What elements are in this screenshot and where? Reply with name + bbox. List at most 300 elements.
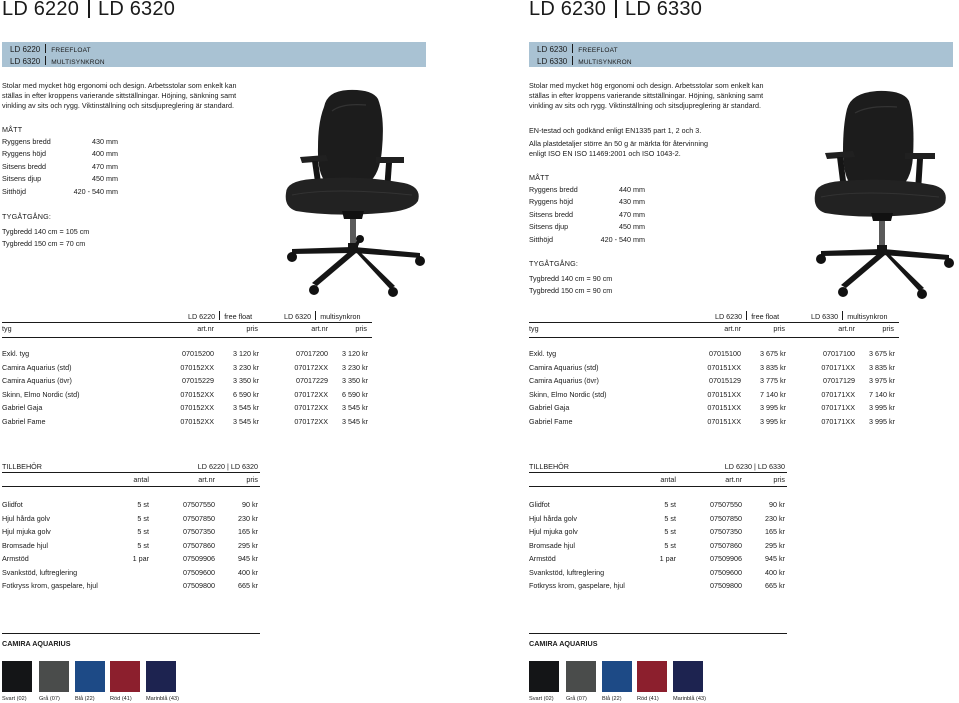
model-code: LD 6230 (537, 45, 568, 54)
accessory-name: Glidfot (2, 500, 23, 509)
cell-pris: 3 545 kr (233, 403, 259, 412)
fabric-swatches (529, 633, 787, 703)
cell-pris: 3 835 kr (760, 362, 786, 372)
cert-line: Alla plastdetaljer större än 50 g är märkta för återvinning (529, 139, 708, 148)
spec-row (2, 174, 118, 186)
group-kind: multisynkron (847, 312, 888, 321)
accessory-price: 165 kr (765, 527, 785, 536)
group-model: LD 6330 (811, 312, 839, 321)
model-variant-bar (2, 42, 426, 67)
model-variant-line (10, 56, 426, 68)
spec-label: Sitsens djup (529, 222, 569, 232)
accessory-row (2, 568, 260, 582)
group-kind: free float (224, 312, 253, 321)
header-rule (529, 472, 787, 473)
swatch-marinbla[interactable] (673, 661, 703, 692)
spec-value: 470 mm (92, 161, 118, 171)
col-header-pris: pris (246, 475, 258, 484)
spec-label: Ryggens höjd (2, 149, 46, 159)
accessory-name: Hjul hårda golv (2, 513, 50, 523)
cell-tyg: Camira Aquarius (övr) (2, 376, 72, 385)
cell-artnr: 070152XX (180, 403, 214, 412)
accessory-name: Svankstöd, luftreglering (2, 567, 78, 577)
accessory-name: Armstöd (2, 554, 29, 563)
price-group-2 (284, 311, 361, 321)
cell-artnr: 07017129 (823, 376, 855, 385)
accessory-artnr: 07509800 (710, 581, 742, 590)
model-code: LD 6320 (10, 57, 41, 66)
fabric-swatches (2, 633, 260, 703)
cell-tyg: Camira Aquarius (std) (2, 362, 72, 372)
table-row (529, 376, 899, 390)
header-rule (529, 633, 787, 634)
accessories-table (529, 460, 787, 590)
model-variant-line (537, 56, 953, 68)
fabric-usage-heading: TYGÅTGÅNG: (2, 212, 52, 221)
accessory-price: 230 kr (238, 513, 258, 523)
spec-value: 400 mm (92, 149, 118, 159)
accessory-row (529, 554, 787, 568)
group-kind: multisynkron (320, 312, 361, 321)
accessory-artnr: 07507350 (710, 527, 742, 536)
fabric-usage-list (2, 227, 89, 252)
cell-artnr: 07015100 (709, 349, 741, 358)
spec-label: Ryggens bredd (529, 185, 578, 194)
spec-value: 440 mm (619, 185, 645, 194)
divider (315, 311, 316, 320)
spec-label: Sitthöjd (2, 186, 26, 196)
accessories-title: TILLBEHÖR (529, 462, 569, 471)
spec-row (2, 137, 118, 149)
cell-pris: 3 230 kr (342, 362, 368, 372)
spec-value: 450 mm (619, 222, 645, 232)
accessory-price: 230 kr (765, 513, 785, 523)
accessory-artnr: 07507550 (710, 500, 742, 509)
accessory-name: Hjul mjuka golv (529, 527, 578, 536)
accessory-artnr: 07507350 (183, 527, 215, 536)
certification-text (529, 126, 708, 159)
dimensions-heading: MÅTT (529, 173, 550, 182)
left-product-page (2, 0, 432, 703)
accessory-name: Bromsade hjul (529, 540, 575, 550)
spec-label: Sitsens djup (2, 174, 42, 184)
description-line: ställas in efter kroppens varierande sittställningar. Höjning, sänkning samt (2, 91, 237, 100)
cell-pris: 3 120 kr (342, 349, 368, 358)
cell-pris: 3 835 kr (869, 362, 895, 372)
divider (45, 56, 46, 65)
table-row (529, 363, 899, 377)
fabric-usage-item: Tygbredd 150 cm = 90 cm (529, 286, 613, 296)
fabric-usage-heading: TYGÅTGÅNG: (529, 259, 579, 268)
accessory-artnr: 07507850 (710, 513, 742, 523)
description-line: vinkling av sits och rygg. Viktinställning och sitsdjupreglering är standard. (2, 101, 234, 110)
col-header-artnr: art.nr (311, 324, 328, 333)
accessory-name: Svankstöd, luftreglering (529, 567, 605, 577)
swatch-rod[interactable] (637, 661, 667, 692)
divider (572, 56, 573, 65)
col-header-antal: antal (133, 475, 149, 484)
price-table (529, 311, 899, 431)
cell-artnr: 070171XX (821, 362, 855, 372)
swatch-label: Röd (41) (110, 696, 132, 702)
accessory-qty: 1 par (132, 554, 149, 563)
accessory-artnr: 07507860 (183, 540, 215, 550)
accessory-price: 665 kr (765, 581, 785, 590)
cell-artnr: 07017200 (296, 349, 328, 358)
cell-artnr: 070172XX (294, 362, 328, 372)
dimensions-list (529, 185, 645, 247)
accessory-price: 400 kr (238, 567, 258, 577)
accessories-table (2, 460, 260, 590)
cell-artnr: 070171XX (821, 403, 855, 412)
cell-artnr: 070151XX (707, 403, 741, 412)
divider (572, 44, 573, 53)
cell-artnr: 070151XX (707, 362, 741, 372)
page-title (529, 0, 702, 21)
cell-pris: 3 545 kr (342, 416, 368, 426)
accessory-price: 165 kr (238, 527, 258, 536)
table-row (529, 403, 899, 417)
cell-artnr: 070171XX (821, 389, 855, 399)
swatch-label: Marinblå (43) (673, 696, 706, 702)
table-row (2, 376, 372, 390)
accessory-qty: 5 st (137, 540, 149, 550)
accessory-name: Armstöd (529, 554, 556, 563)
spec-row (529, 197, 645, 209)
swatches-title: CAMIRA AQUARIUS (529, 639, 598, 648)
description-line: ställas in efter kroppens varierande sittställningar. Höjning, sänkning samt (529, 91, 764, 100)
swatch-label: Svart (02) (2, 696, 27, 702)
cell-tyg: Gabriel Gaja (2, 403, 43, 412)
spec-value: 430 mm (619, 197, 645, 207)
page-title (2, 0, 175, 21)
accessories-models: LD 6230 | LD 6330 (724, 462, 785, 471)
product-description (2, 81, 237, 111)
divider (842, 311, 843, 320)
office-chair-image (799, 87, 959, 302)
spec-value: 450 mm (92, 174, 118, 184)
col-header-antal: antal (660, 475, 676, 484)
swatch-label: Röd (41) (637, 696, 659, 702)
col-header-pris: pris (246, 324, 258, 333)
fabric-usage-list (529, 274, 612, 299)
title-model-b: LD 6320 (98, 0, 176, 20)
table-row (529, 349, 899, 363)
cell-pris: 3 350 kr (233, 376, 259, 385)
header-rule (2, 337, 372, 338)
accessory-price: 90 kr (769, 500, 785, 509)
cell-pris: 3 350 kr (342, 376, 368, 385)
spec-row (529, 222, 645, 234)
accessory-qty: 5 st (137, 500, 149, 509)
price-table (2, 311, 372, 431)
cell-tyg: Skinn, Elmo Nordic (std) (2, 389, 80, 399)
table-row (2, 390, 372, 404)
cell-artnr: 07015129 (709, 376, 741, 385)
col-header-artnr: art.nr (725, 475, 742, 484)
model-kind: FREEFLOAT (578, 47, 618, 54)
cell-artnr: 07015229 (182, 376, 214, 385)
spec-value: 430 mm (92, 137, 118, 146)
group-kind: free float (751, 312, 780, 321)
accessory-artnr: 07509800 (183, 581, 215, 590)
spec-row (529, 235, 645, 247)
group-model: LD 6320 (284, 312, 312, 321)
swatch-label: Blå (22) (75, 696, 95, 702)
swatch-marinbla[interactable] (146, 661, 176, 692)
accessory-row (529, 527, 787, 541)
title-separator (615, 0, 617, 18)
divider (45, 44, 46, 53)
spec-value: 420 - 540 mm (73, 186, 118, 196)
cell-artnr: 070152XX (180, 362, 214, 372)
accessory-price: 945 kr (238, 554, 258, 563)
cell-tyg: Gabriel Gaja (529, 403, 570, 412)
spec-row (2, 149, 118, 161)
cert-line: EN-testad och godkänd enligt EN1335 part 1, 2 och 3. (529, 126, 702, 135)
col-header-pris: pris (882, 324, 894, 333)
accessory-row (529, 581, 787, 595)
cell-artnr: 07017100 (823, 349, 855, 358)
group-model: LD 6220 (188, 312, 216, 321)
cell-tyg: Camira Aquarius (std) (529, 362, 599, 372)
accessory-qty: 5 st (664, 540, 676, 550)
price-group-1 (188, 311, 252, 321)
accessory-artnr: 07509906 (710, 554, 742, 563)
price-table-column-header (529, 324, 899, 334)
accessory-row (2, 541, 260, 555)
swatches-title: CAMIRA AQUARIUS (2, 639, 71, 648)
accessory-artnr: 07507850 (183, 513, 215, 523)
col-header-artnr: art.nr (724, 324, 741, 333)
header-rule (2, 472, 260, 473)
swatch-svart[interactable] (2, 661, 32, 692)
cell-pris: 3 545 kr (233, 416, 259, 426)
table-row (2, 417, 372, 431)
swatch-label: Blå (22) (602, 696, 622, 702)
price-group-1 (715, 311, 779, 321)
accessory-artnr: 07509600 (183, 567, 215, 577)
description-line: Stolar med mycket hög ergonomi och design. Arbetsstolar som enkelt kan (529, 81, 764, 90)
cell-pris: 3 545 kr (342, 403, 368, 412)
cell-pris: 3 675 kr (869, 349, 895, 358)
accessories-title: TILLBEHÖR (2, 462, 42, 471)
col-header-pris: pris (355, 324, 367, 333)
col-header-tyg: tyg (529, 324, 539, 333)
group-model: LD 6230 (715, 312, 743, 321)
swatch-svart[interactable] (529, 661, 559, 692)
accessory-artnr: 07507860 (710, 540, 742, 550)
spec-label: Ryggens höjd (529, 197, 573, 207)
accessory-row (2, 554, 260, 568)
model-kind: MULTISYNKRON (51, 59, 105, 66)
dimensions-list (2, 137, 118, 199)
accessory-artnr: 07507550 (183, 500, 215, 509)
accessory-name: Bromsade hjul (2, 540, 48, 550)
accessory-row (2, 581, 260, 595)
accessory-artnr: 07509600 (710, 567, 742, 577)
table-row (2, 403, 372, 417)
accessory-qty: 5 st (137, 527, 149, 536)
cell-artnr: 07015200 (182, 349, 214, 358)
cell-pris: 3 975 kr (869, 376, 895, 385)
accessories-models: LD 6220 | LD 6320 (197, 462, 258, 471)
header-rule (2, 322, 372, 323)
cell-tyg: Gabriel Fame (2, 416, 46, 426)
spec-row (2, 162, 118, 174)
accessory-row (529, 541, 787, 555)
cell-pris: 3 995 kr (760, 403, 786, 412)
spec-label: Sitsens bredd (529, 209, 573, 219)
accessory-price: 295 kr (238, 540, 258, 550)
accessory-price: 665 kr (238, 581, 258, 590)
swatch-bla[interactable] (75, 661, 105, 692)
cell-pris: 3 230 kr (233, 362, 259, 372)
swatch-label: Grå (07) (39, 696, 60, 702)
table-row (2, 363, 372, 377)
model-kind: MULTISYNKRON (578, 59, 632, 66)
swatch-gra[interactable] (566, 661, 596, 692)
header-rule (529, 337, 899, 338)
accessory-qty: 5 st (137, 513, 149, 523)
divider (746, 311, 747, 320)
price-table-column-header (2, 324, 372, 334)
accessory-name: Glidfot (529, 500, 550, 509)
accessory-artnr: 07509906 (183, 554, 215, 563)
model-variant-line (10, 44, 426, 56)
swatch-bla[interactable] (602, 661, 632, 692)
title-model-b: LD 6330 (625, 0, 703, 20)
spec-value: 470 mm (619, 209, 645, 219)
cell-pris: 7 140 kr (760, 389, 786, 399)
cell-pris: 6 590 kr (233, 389, 259, 399)
accessory-row (529, 514, 787, 528)
cell-pris: 3 995 kr (869, 403, 895, 412)
accessory-qty: 1 par (659, 554, 676, 563)
cell-pris: 6 590 kr (342, 389, 368, 399)
cell-tyg: Exkl. tyg (529, 349, 557, 358)
model-code: LD 6330 (537, 57, 568, 66)
table-row (529, 390, 899, 404)
cell-tyg: Gabriel Fame (529, 416, 573, 426)
accessory-qty: 5 st (664, 527, 676, 536)
accessory-qty: 5 st (664, 500, 676, 509)
cell-artnr: 070152XX (180, 389, 214, 399)
header-rule (2, 486, 260, 487)
cert-line: enligt ISO EN ISO 11469:2001 och ISO 1043-2. (529, 149, 681, 158)
spec-row (529, 185, 645, 197)
swatch-label: Svart (02) (529, 696, 554, 702)
office-chair-image (272, 87, 432, 302)
header-rule (529, 322, 899, 323)
right-product-page (529, 0, 959, 703)
spec-label: Ryggens bredd (2, 137, 51, 146)
accessory-row (529, 500, 787, 514)
cell-artnr: 070151XX (707, 416, 741, 426)
dimensions-heading: MÅTT (2, 125, 23, 134)
cell-pris: 3 995 kr (869, 416, 895, 426)
accessory-price: 295 kr (765, 540, 785, 550)
fabric-usage-item: Tygbredd 140 cm = 90 cm (529, 274, 613, 283)
cell-pris: 3 120 kr (233, 349, 259, 358)
fabric-usage-item: Tygbredd 150 cm = 70 cm (2, 239, 86, 249)
cell-pris: 3 675 kr (760, 349, 786, 358)
col-header-artnr: art.nr (197, 324, 214, 333)
title-separator (88, 0, 90, 18)
table-row (529, 417, 899, 431)
title-model-a: LD 6220 (2, 0, 80, 20)
spec-value: 420 - 540 mm (600, 234, 645, 244)
cell-tyg: Skinn, Elmo Nordic (std) (529, 389, 607, 399)
swatch-rod[interactable] (110, 661, 140, 692)
accessory-row (529, 568, 787, 582)
spec-row (2, 187, 118, 199)
header-rule (529, 486, 787, 487)
table-row (2, 349, 372, 363)
title-model-a: LD 6230 (529, 0, 607, 20)
col-header-tyg: tyg (2, 324, 12, 333)
price-table-group-header (2, 311, 372, 321)
cell-artnr: 070151XX (707, 389, 741, 399)
accessory-price: 945 kr (765, 554, 785, 563)
accessory-price: 90 kr (242, 500, 258, 509)
cell-artnr: 070171XX (821, 416, 855, 426)
accessory-price: 400 kr (765, 567, 785, 577)
cell-artnr: 070172XX (294, 416, 328, 426)
accessory-row (2, 514, 260, 528)
accessory-name: Hjul mjuka golv (2, 527, 51, 536)
model-kind: FREEFLOAT (51, 47, 91, 54)
divider (219, 311, 220, 320)
model-variant-line (537, 44, 953, 56)
model-code: LD 6220 (10, 45, 41, 54)
cell-pris: 3 775 kr (760, 376, 786, 385)
cell-artnr: 070172XX (294, 403, 328, 412)
accessory-name: Fotkryss krom, gaspelare, hjul (2, 581, 98, 590)
col-header-artnr: art.nr (198, 475, 215, 484)
col-header-pris: pris (773, 475, 785, 484)
model-variant-bar (529, 42, 953, 67)
header-rule (2, 633, 260, 634)
fabric-usage-item: Tygbredd 140 cm = 105 cm (2, 227, 90, 236)
accessory-row (2, 500, 260, 514)
cell-tyg: Camira Aquarius (övr) (529, 376, 599, 385)
spec-label: Sitsens bredd (2, 161, 46, 171)
cell-pris: 3 995 kr (760, 416, 786, 426)
accessory-name: Hjul hårda golv (529, 513, 577, 523)
product-description (529, 81, 764, 111)
accessory-qty: 5 st (664, 513, 676, 523)
cell-artnr: 070152XX (180, 416, 214, 426)
cell-tyg: Exkl. tyg (2, 349, 30, 358)
cell-artnr: 070172XX (294, 389, 328, 399)
swatch-label: Grå (07) (566, 696, 587, 702)
accessory-name: Fotkryss krom, gaspelare, hjul (529, 581, 625, 590)
cell-pris: 7 140 kr (869, 389, 895, 399)
spec-row (529, 210, 645, 222)
cell-artnr: 07017229 (296, 376, 328, 385)
description-line: vinkling av sits och rygg. Viktinställning och sitsdjupreglering är standard. (529, 101, 761, 110)
price-table-group-header (529, 311, 899, 321)
price-group-2 (811, 311, 888, 321)
col-header-artnr: art.nr (838, 324, 855, 333)
swatch-gra[interactable] (39, 661, 69, 692)
swatch-label: Marinblå (43) (146, 696, 179, 702)
accessory-row (2, 527, 260, 541)
description-line: Stolar med mycket hög ergonomi och design. Arbetsstolar som enkelt kan (2, 81, 237, 90)
spec-label: Sitthöjd (529, 234, 553, 244)
col-header-pris: pris (773, 324, 785, 333)
